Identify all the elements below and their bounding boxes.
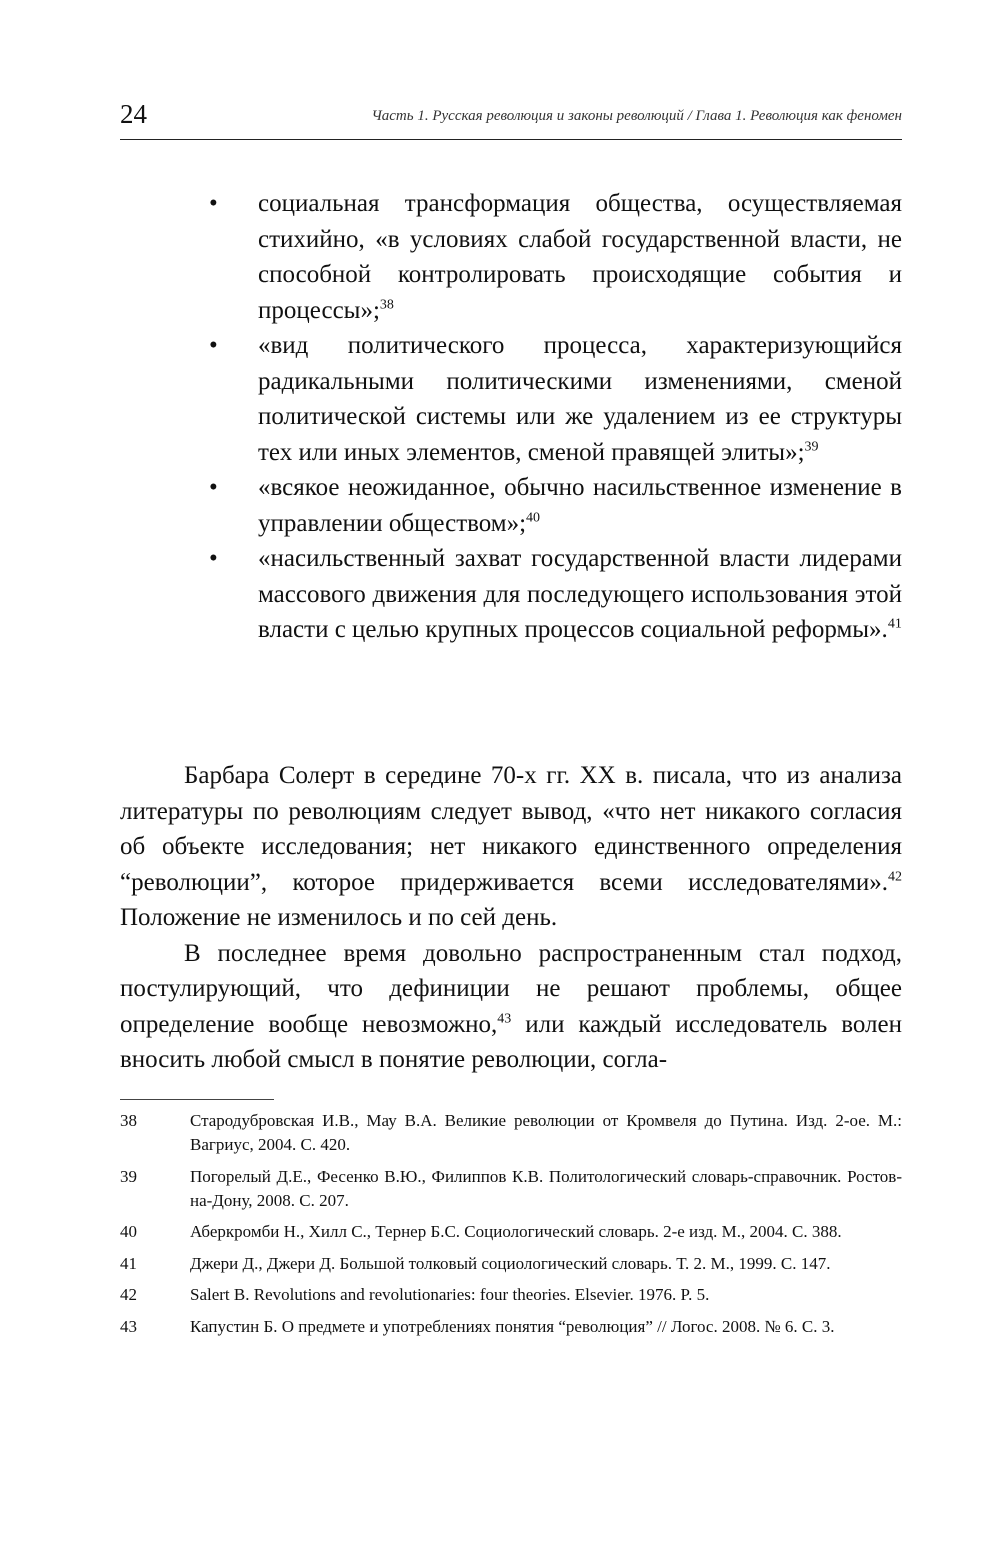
- footnote: [120, 1315, 902, 1339]
- bullet-icon: •: [209, 332, 218, 359]
- paragraph-text: В последнее время довольно распространенным стал подход, постулирующий, что дефиниции не решают проблемы, общее определение вообще невозможно,: [120, 939, 902, 1038]
- footnote: [120, 1109, 902, 1157]
- header-rule: [120, 139, 902, 140]
- footnote: [120, 1252, 902, 1276]
- list-item: [205, 186, 902, 328]
- footnote-number: 41: [120, 1253, 137, 1273]
- body-text: [120, 758, 902, 1078]
- list-item: [205, 541, 902, 648]
- page-header: [120, 96, 902, 140]
- footnote-text: Капустин Б. О предмете и употреблениях понятия “революция” // Логос. 2008. № 6. С. 3.: [190, 1316, 835, 1336]
- paragraph-text: Положение не изменилось и по сей день.: [120, 904, 558, 931]
- footnote-ref: 41: [887, 616, 902, 632]
- page-number: 24: [120, 99, 147, 129]
- bullet-icon: •: [209, 190, 218, 217]
- footnote-ref: 43: [497, 1011, 512, 1027]
- footnotes: [120, 1109, 902, 1346]
- footnote-text: Стародубровская И.В., Мау В.А. Великие революции от Кромвеля до Путина. Изд. 2-ое. М.: Вагриус, 2004. С. 420.: [190, 1111, 902, 1154]
- paragraph: [120, 936, 902, 1078]
- list-item: [205, 328, 902, 470]
- list-item-text: «всякое неожиданное, обычно насильственное изменение в управлении обществом»;: [258, 474, 902, 537]
- paragraph-text: Барбара Солерт в середине 70-х гг. XX в. писала, что из анализа литературы по революциям следует вывод, «что нет никакого согласия об объекте исследования; нет никакого единственного определения “революции”, которое придерживается всеми исследователями».: [120, 762, 902, 896]
- footnote-number: 43: [120, 1316, 137, 1336]
- footnote-text: Salert B. Revolutions and revolutionaries: four theories. Elsevier. 1976. P. 5.: [190, 1285, 710, 1304]
- footnote-text: Джери Д., Джери Д. Большой толковый социологический словарь. Т. 2. М., 1999. С. 147.: [190, 1253, 831, 1273]
- list-item-text: «вид политического процесса, характеризующийся радикальными политическими изменениями, сменой политической системы или же удалением из ее структуры тех или иных элементов, сменой правящей элиты»;: [258, 332, 902, 466]
- list-item: [205, 470, 902, 541]
- footnote-number: 38: [120, 1111, 137, 1130]
- footnote-number: 39: [120, 1166, 137, 1186]
- footnote-rule: [120, 1099, 274, 1100]
- footnote-number: 42: [120, 1285, 137, 1304]
- footnote-ref: 40: [526, 510, 541, 526]
- footnote-ref: 39: [804, 439, 819, 455]
- definition-list: [205, 186, 902, 648]
- footnote: [120, 1165, 902, 1213]
- list-item-text: социальная трансформация общества, осуществляемая стихийно, «в условиях слабой государственной власти, не способной контролировать происходящие события и процессы»;: [258, 190, 902, 324]
- running-head: Часть 1. Русская революция и законы революций / Глава 1. Революция как феномен: [371, 108, 902, 124]
- footnote: [120, 1283, 902, 1307]
- footnote-ref: 38: [379, 297, 394, 313]
- paragraph: [120, 758, 902, 936]
- footnote-ref: 42: [888, 869, 902, 885]
- footnote-text: Аберкромби Н., Хилл С., Тернер Б.С. Социологический словарь. 2-е изд. М., 2004. С. 388.: [190, 1222, 842, 1241]
- footnote: [120, 1220, 902, 1244]
- bullet-icon: •: [209, 474, 218, 501]
- bullet-icon: •: [209, 545, 218, 572]
- footnote-number: 40: [120, 1222, 137, 1241]
- footnote-text: Погорелый Д.Е., Фесенко В.Ю., Филиппов К.В. Политологический словарь-справочник. Ростов-на-Дону, 2008. С. 207.: [190, 1166, 902, 1210]
- list-item-text: «насильственный захват государственной власти лидерами массового движения для последующего использования этой власти с целью крупных процессов социальной реформы».: [258, 545, 902, 643]
- paragraph-text: или каждый исследователь волен вносить любой смысл в понятие революции, согла-: [120, 1010, 902, 1073]
